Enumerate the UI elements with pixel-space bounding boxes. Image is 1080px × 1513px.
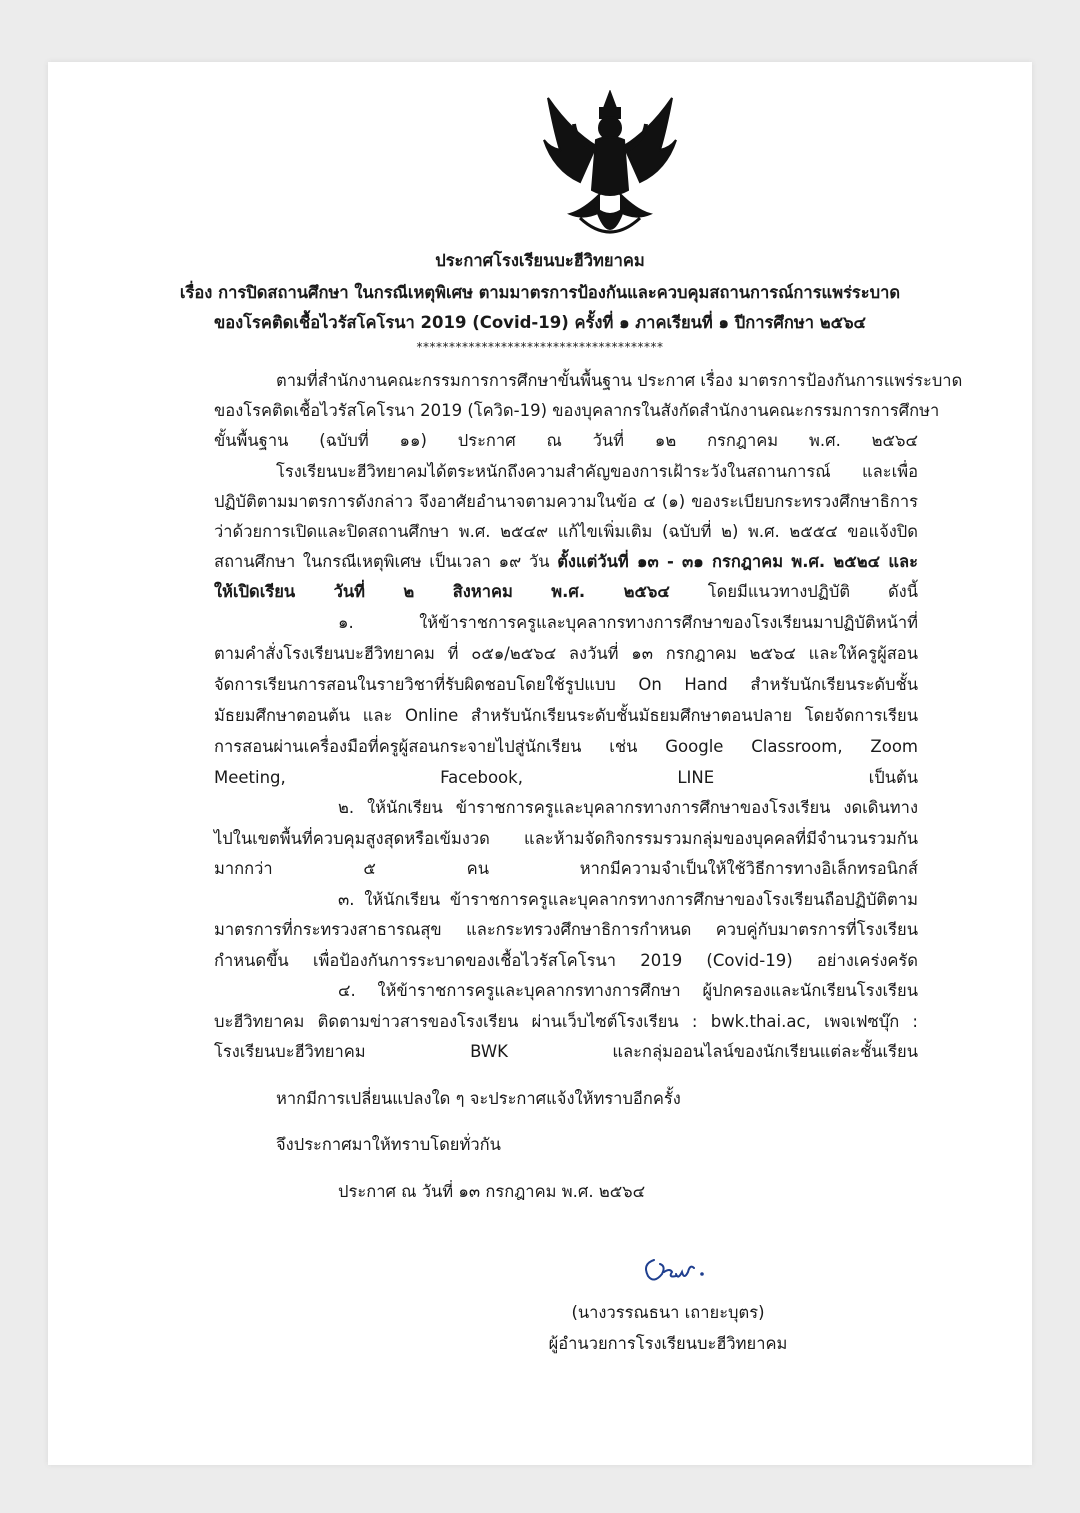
item-1-line: การสอนผ่านเครื่องมือที่ครูผู้สอนกระจายไปสู่นักเรียน เช่น Google Classroom, Zoom [214, 737, 918, 756]
item-4-line: ๔. ให้ข้าราชการครูและบุคลากรทางการศึกษา ผู้ปกครองและนักเรียนโรงเรียน [338, 981, 918, 1000]
handwritten-signature [638, 1250, 718, 1290]
announcement-date: ประกาศ ณ วันที่ ๑๓ กรกฎาคม พ.ศ. ๒๕๖๔ [338, 1182, 646, 1201]
paragraph-1-line: ขั้นพื้นฐาน (ฉบับที่ ๑๑) ประกาศ ณ วันที่ ๑๒ กรกฎาคม พ.ศ. ๒๕๖๔ [214, 431, 918, 450]
paragraph-1-line: ของโรคติดเชื้อไวรัสโคโรนา 2019 (โควิด-19) ของบุคลากรในสังกัดสำนักงานคณะกรรมการการศึกษา [214, 401, 940, 420]
item-1-line: ๑. ให้ข้าราชการครูและบุคลากรทางการศึกษาของโรงเรียนมาปฏิบัติหน้าที่ [338, 613, 918, 632]
item-2-line: มากกว่า ๕ คน หากมีความจำเป็นให้ใช้วิธีการทางอิเล็กทรอนิกส์ [214, 859, 918, 878]
reopen-date-text: ให้เปิดเรียน วันที่ ๒ สิงหาคม พ.ศ. ๒๕๖๔ [214, 582, 670, 601]
signatory-name: (นางวรรณธนา เถายะบุตร) [571, 1303, 765, 1322]
garuda-emblem-icon [540, 90, 680, 250]
signatory-position: ผู้อำนวยการโรงเรียนบะฮีวิทยาคม [548, 1334, 788, 1353]
separator-line: ************************************** [416, 340, 664, 354]
paragraph-2-line: ปฏิบัติตามมาตรการดังกล่าว จึงอาศัยอำนาจตามความในข้อ ๔ (๑) ของระเบียบกระทรวงศึกษาธิการ [214, 492, 918, 511]
closure-dates-text: ตั้งแต่วันที่ ๑๓ - ๓๑ กรกฎาคม พ.ศ. ๒๕๒๔ และ [557, 552, 918, 571]
item-1-line: มัธยมศึกษาตอนต้น และ Online สำหรับนักเรียนระดับชั้นมัธยมศึกษาตอนปลาย โดยจัดการเรียน [214, 706, 918, 725]
paragraph-2-line [214, 547, 918, 577]
closure-duration-text: สถานศึกษา ในกรณีเหตุพิเศษ เป็นเวลา ๑๙ วัน [214, 552, 558, 571]
change-notice: หากมีการเปลี่ยนแปลงใด ๆ จะประกาศแจ้งให้ทราบอีกครั้ง [276, 1089, 681, 1108]
item-2-line: ไปในเขตพื้นที่ควบคุมสูงสุดหรือเข้มงวด และห้ามจัดกิจกรรมรวมกลุ่มของบุคคลที่มีจำนวนรวมกัน [214, 829, 918, 848]
item-2-line: ๒. ให้นักเรียน ข้าราชการครูและบุคลากรทางการศึกษาของโรงเรียน งดเดินทาง [338, 798, 918, 817]
item-3-line: กำหนดขึ้น เพื่อป้องกันการระบาดของเชื้อไวรัสโคโรนา 2019 (Covid-19) อย่างเคร่งครัด [214, 951, 918, 970]
item-3-line: ๓. ให้นักเรียน ข้าราชการครูและบุคลากรทางการศึกษาของโรงเรียนถือปฏิบัติตาม [338, 890, 918, 909]
paragraph-2-line: ว่าด้วยการเปิดและปิดสถานศึกษา พ.ศ. ๒๕๔๙ แก้ไขเพิ่มเติม (ฉบับที่ ๒) พ.ศ. ๒๕๕๔ ขอแจ้งปิด [214, 522, 918, 541]
announcement-title: ประกาศโรงเรียนบะฮีวิทยาคม [435, 251, 645, 270]
closing-statement: จึงประกาศมาให้ทราบโดยทั่วกัน [276, 1135, 501, 1154]
item-1-line: จัดการเรียนการสอนในรายวิชาที่รับผิดชอบโดยใช้รูปแบบ On Hand สำหรับนักเรียนระดับชั้น [214, 675, 918, 694]
subject-line-2: ของโรคติดเชื้อไวรัสโคโรนา 2019 (Covid-19) ครั้งที่ ๑ ภาคเรียนที่ ๑ ปีการศึกษา ๒๕๖๔ [213, 313, 867, 332]
item-4-line: บะฮีวิทยาคม ติดตามข่าวสารของโรงเรียน ผ่านเว็บไซต์โรงเรียน : bwk.thai.ac, เพจเฟซบุ๊ก : [214, 1012, 918, 1031]
paragraph-2-line [214, 577, 918, 607]
subject-line-1: เรื่อง การปิดสถานศึกษา ในกรณีเหตุพิเศษ ตามมาตรการป้องกันและควบคุมสถานการณ์การแพร่ระบาด [179, 283, 901, 302]
paragraph-1-line: ตามที่สำนักงานคณะกรรมการการศึกษาขั้นพื้นฐาน ประกาศ เรื่อง มาตรการป้องกันการแพร่ระบาด [276, 371, 963, 390]
paragraph-2-line: โรงเรียนบะฮีวิทยาคมได้ตระหนักถึงความสำคัญของการเฝ้าระวังในสถานการณ์ และเพื่อ [276, 462, 918, 481]
document-page [48, 62, 1032, 1465]
item-1-line: ตามคำสั่งโรงเรียนบะฮีวิทยาคม ที่ ๐๕๑/๒๕๖๔ ลงวันที่ ๑๓ กรกฎาคม ๒๕๖๔ และให้ครูผู้สอน [214, 644, 918, 663]
guideline-intro-text: โดยมีแนวทางปฏิบัติ ดังนี้ [669, 582, 918, 601]
item-4-line: โรงเรียนบะฮีวิทยาคม BWK และกลุ่มออนไลน์ของนักเรียนแต่ละชั้นเรียน [214, 1042, 918, 1061]
item-3-line: มาตรการที่กระทรวงสาธารณสุข และกระทรวงศึกษาธิการกำหนด ควบคู่กับมาตรการที่โรงเรียน [214, 920, 918, 939]
item-1-line: Meeting, Facebook, LINE เป็นต้น [214, 768, 918, 787]
